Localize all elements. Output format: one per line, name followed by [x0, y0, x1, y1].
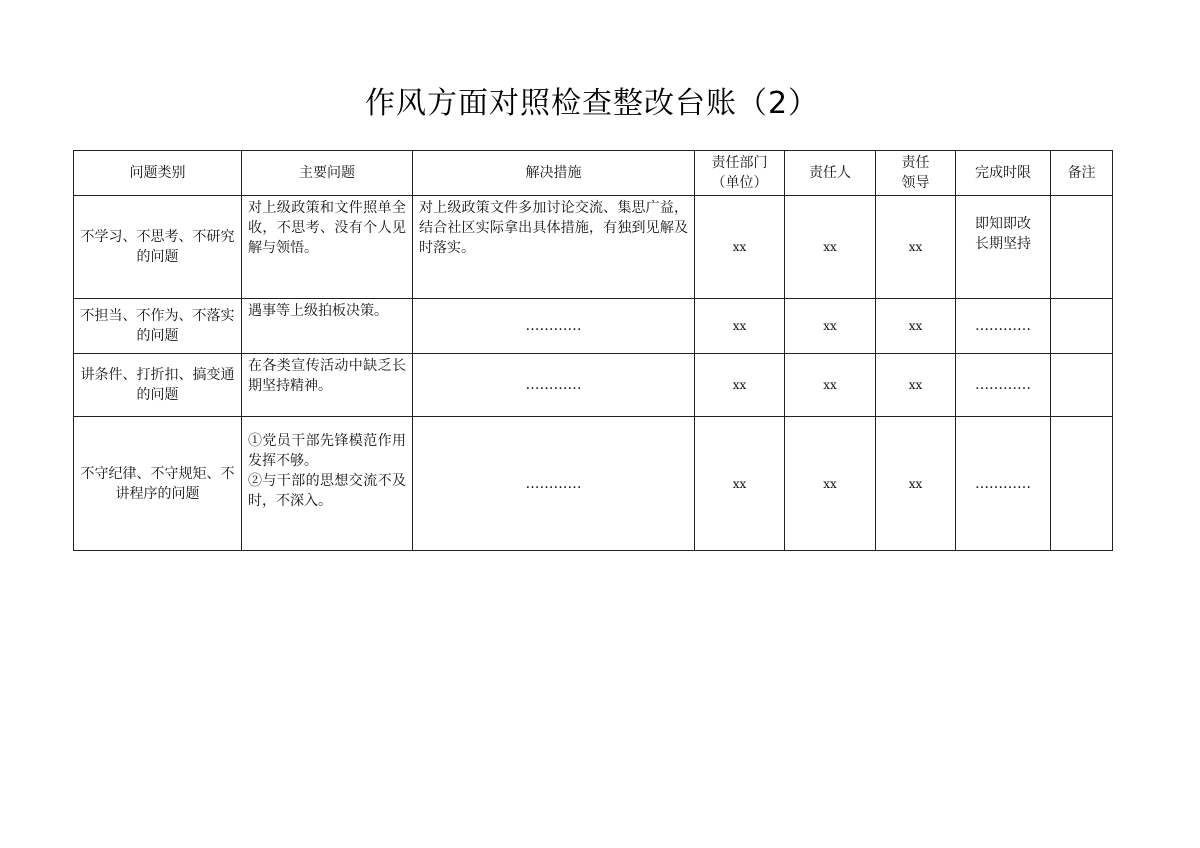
header-remarks: 备注 [1051, 151, 1113, 196]
cell-person: xx [785, 354, 876, 417]
cell-dept: xx [695, 417, 785, 551]
header-dept-line2: （单位） [711, 175, 768, 191]
cell-measures: ………… [413, 299, 695, 354]
cell-main-issue [242, 417, 413, 551]
cell-person: xx [785, 196, 876, 299]
header-row [74, 151, 1113, 196]
cell-category: 不担当、不作为、不落实的问题 [74, 299, 242, 354]
cell-leader: xx [876, 417, 956, 551]
cell-leader: xx [876, 299, 956, 354]
cell-dept: xx [695, 196, 785, 299]
table-row [74, 196, 1113, 299]
cell-main-issue: 遇事等上级拍板决策。 [242, 299, 413, 354]
cell-category: 不学习、不思考、不研究的问题 [74, 196, 242, 299]
cell-remarks [1051, 196, 1113, 299]
header-responsible-person: 责任人 [785, 151, 876, 196]
cell-main-issue: 在各类宣传活动中缺乏长期坚持精神。 [242, 354, 413, 417]
cell-remarks [1051, 417, 1113, 551]
cell-person: xx [785, 417, 876, 551]
cell-measures: ………… [413, 417, 695, 551]
cell-deadline [956, 196, 1051, 299]
cell-dept: xx [695, 354, 785, 417]
cell-deadline: ………… [956, 299, 1051, 354]
rectification-ledger-table [73, 150, 1113, 551]
header-category: 问题类别 [74, 151, 242, 196]
cell-category: 讲条件、打折扣、搞变通的问题 [74, 354, 242, 417]
header-deadline: 完成时限 [956, 151, 1051, 196]
table-row [74, 299, 1113, 354]
deadline-line2: 长期坚持 [975, 236, 1031, 252]
header-leader-line1: 责任 [901, 155, 930, 171]
cell-main-issue: 对上级政策和文件照单全收，不思考、没有个人见解与领悟。 [242, 196, 413, 299]
table-row [74, 354, 1113, 417]
cell-remarks [1051, 299, 1113, 354]
header-measures: 解决措施 [413, 151, 695, 196]
main-issue-item-2: ②与干部的思想交流不及时，不深入。 [248, 473, 406, 509]
cell-deadline: ………… [956, 417, 1051, 551]
cell-remarks [1051, 354, 1113, 417]
cell-leader: xx [876, 354, 956, 417]
table-row [74, 417, 1113, 551]
cell-deadline: ………… [956, 354, 1051, 417]
deadline-line1: 即知即改 [975, 216, 1031, 232]
header-responsible-dept [695, 151, 785, 196]
cell-measures: ………… [413, 354, 695, 417]
cell-category: 不守纪律、不守规矩、不讲程序的问题 [74, 417, 242, 551]
cell-measures: 对上级政策文件多加讨论交流、集思广益，结合社区实际拿出具体措施，有独到见解及时落实。 [413, 196, 695, 299]
header-responsible-leader [876, 151, 956, 196]
document-title: 作风方面对照检查整改台账（2） [364, 86, 820, 121]
cell-person: xx [785, 299, 876, 354]
cell-leader: xx [876, 196, 956, 299]
header-dept-line1: 责任部门 [711, 155, 768, 171]
cell-dept: xx [695, 299, 785, 354]
main-issue-item-1: ①党员干部先锋模范作用发挥不够。 [248, 433, 406, 469]
header-main-issue: 主要问题 [242, 151, 413, 196]
header-leader-line2: 领导 [901, 175, 930, 191]
